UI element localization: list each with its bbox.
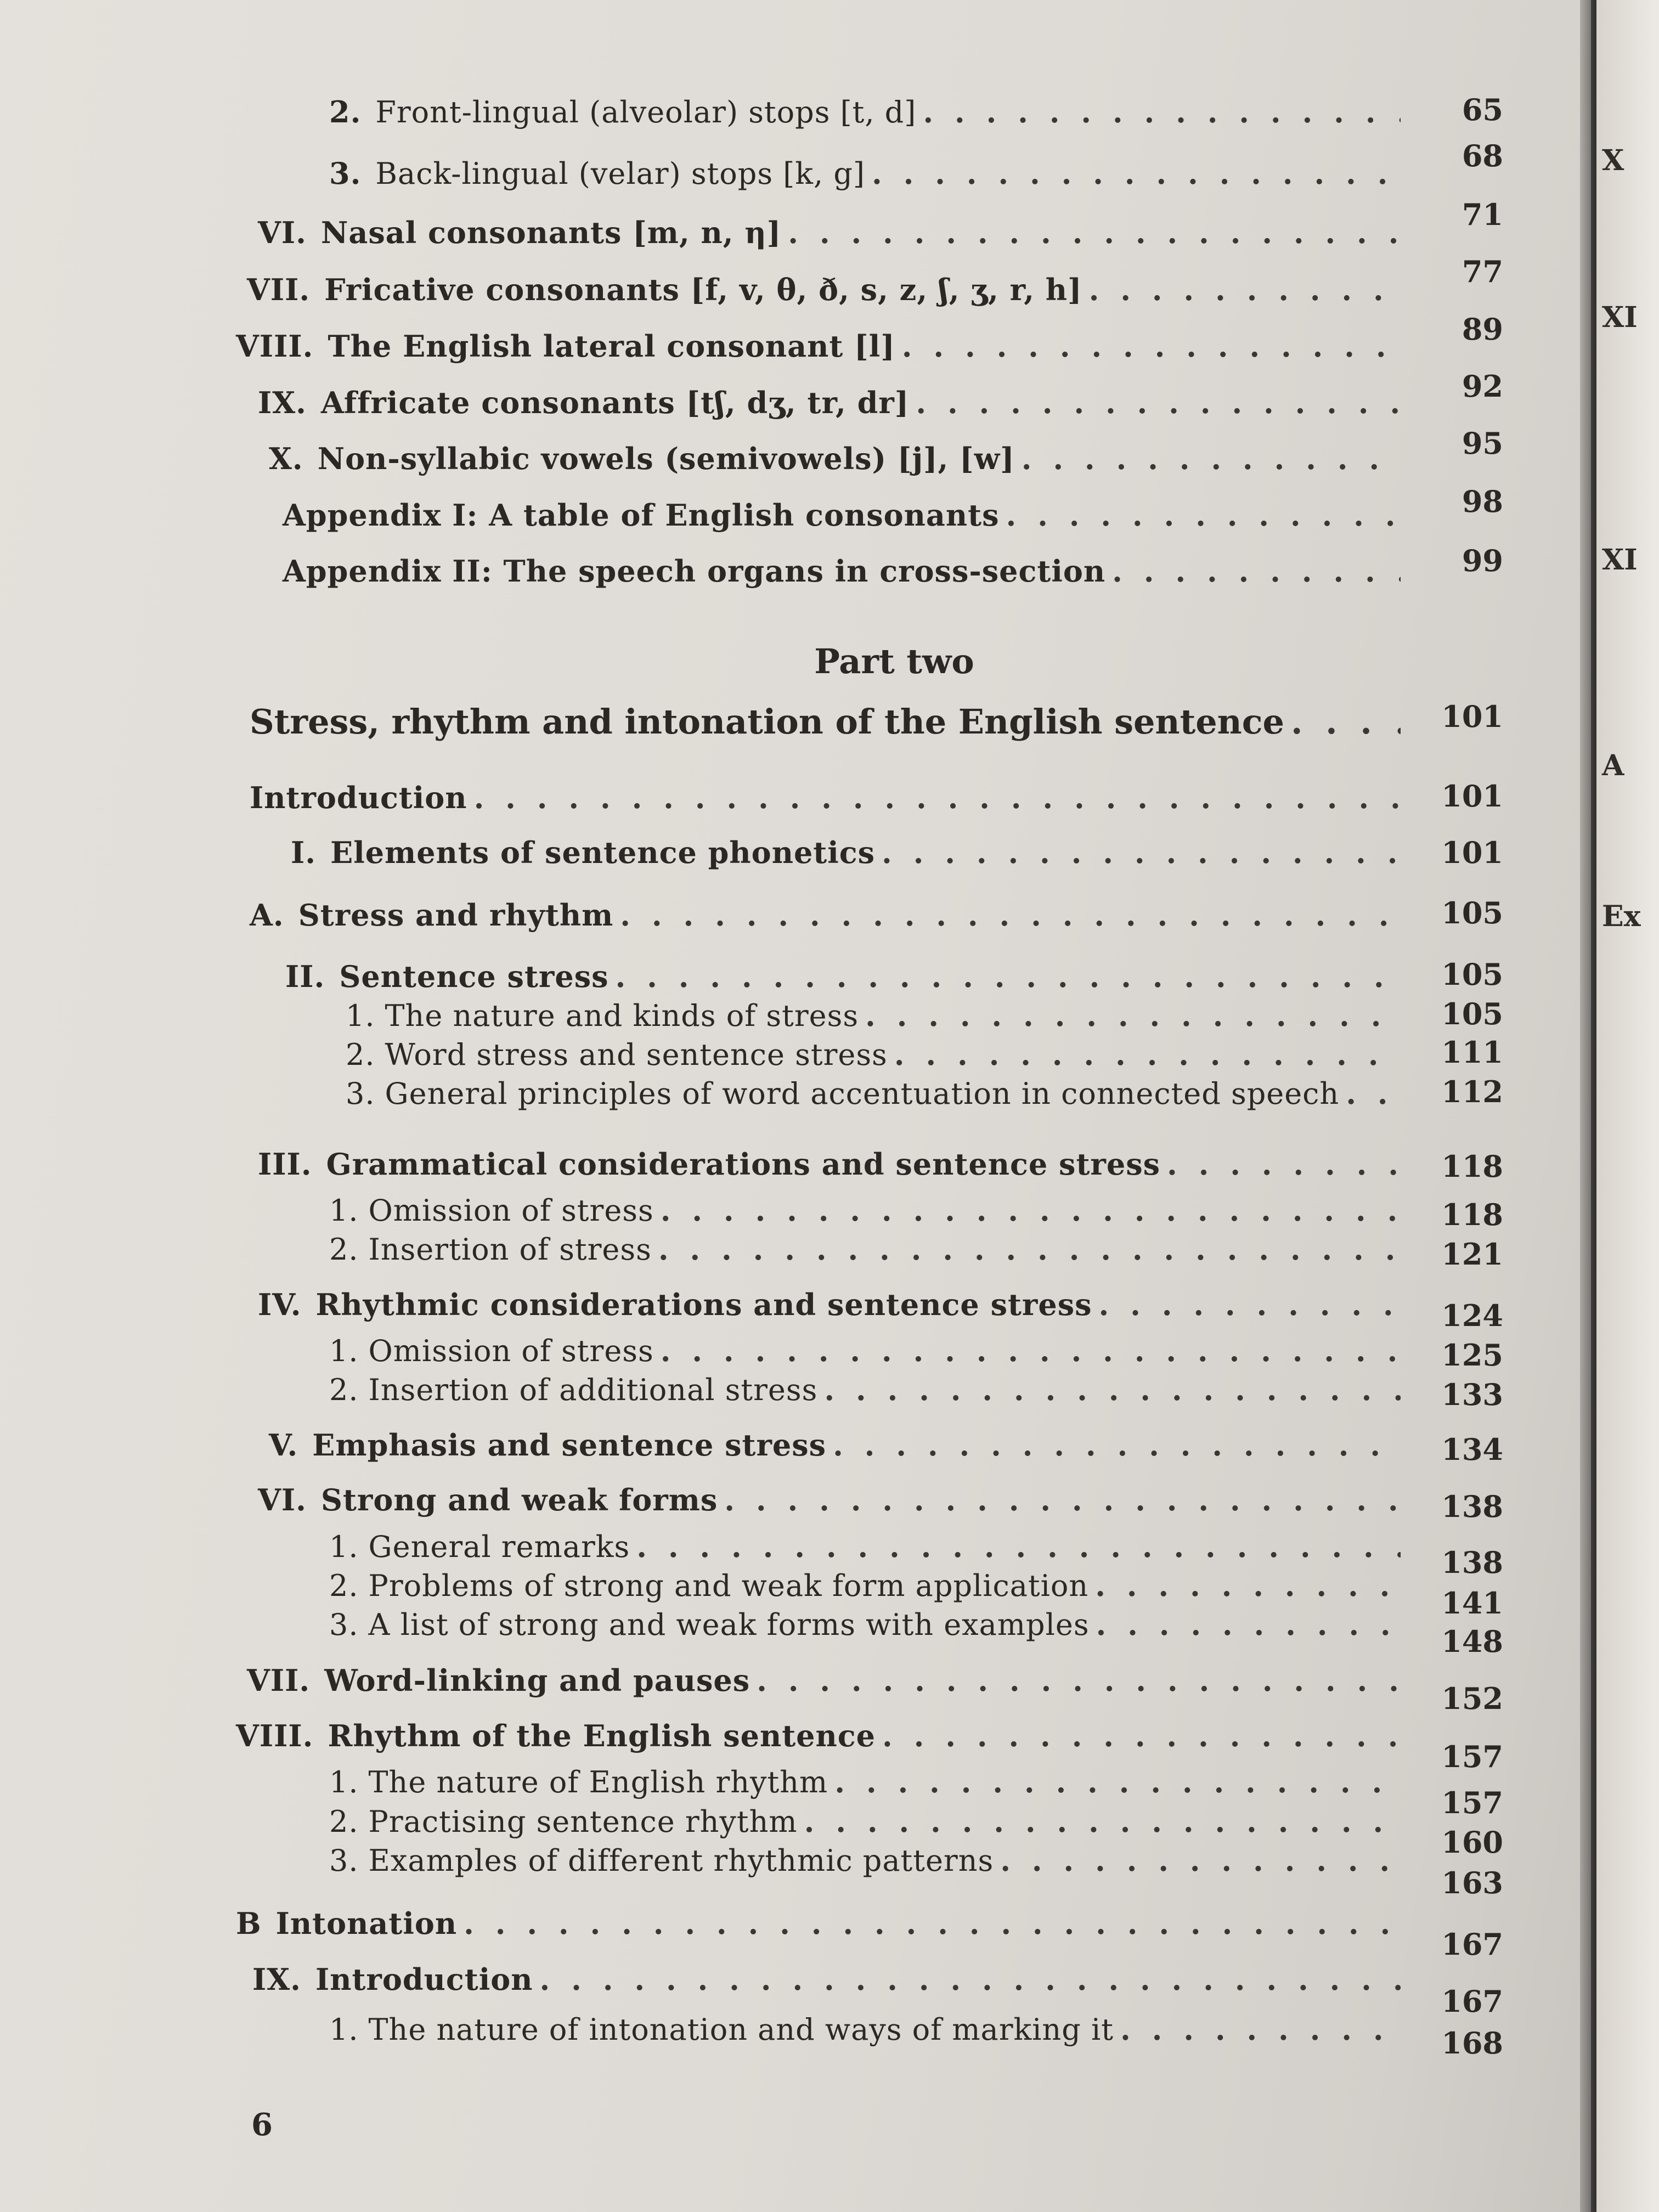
toc-entry: [283, 551, 1407, 591]
toc-entry-number: II.: [285, 959, 325, 994]
toc-page-number: 99: [1462, 543, 1503, 578]
toc-page-number: 92: [1462, 369, 1503, 404]
toc-page-number: 111: [1441, 1035, 1503, 1070]
toc-entry: [329, 92, 1407, 132]
toc-page-number: 98: [1462, 484, 1503, 519]
toc-entry-number: 2.: [329, 1373, 359, 1407]
toc-entry-title: The English lateral consonant [l]: [328, 329, 895, 364]
toc-entry: [329, 1331, 1407, 1370]
dot-leader: [464, 1904, 1401, 1943]
toc-entry-title: Strong and weak forms: [320, 1482, 718, 1517]
section-title-text: Stress, rhythm and intonation of the English sentence: [250, 702, 1284, 742]
toc-entry-title: Stress and rhythm: [298, 898, 614, 933]
toc-entry: [329, 1229, 1407, 1269]
toc-entry-number: IX.: [258, 385, 307, 420]
toc-entry-title: Examples of different rhythmic patterns: [368, 1843, 994, 1878]
toc-entry-number: 3.: [329, 1843, 359, 1878]
toc-entry: [258, 1480, 1407, 1520]
part-heading: Part two: [814, 641, 974, 681]
toc-entry-number: IX.: [252, 1962, 301, 1997]
toc-entry: [329, 1190, 1407, 1230]
dot-leader: [923, 92, 1401, 132]
toc-entry: [329, 1370, 1407, 1409]
toc-entry-title: Sentence stress: [339, 959, 609, 994]
toc-entry: [329, 1762, 1407, 1802]
adjacent-page-text: XI: [1602, 301, 1638, 334]
toc-entry-number: 1.: [329, 1765, 359, 1799]
dot-leader: [658, 1229, 1401, 1269]
toc-entry-title: Rhythm of the English sentence: [328, 1718, 876, 1753]
dot-leader: [804, 1802, 1401, 1842]
toc-page-number: 157: [1441, 1785, 1503, 1820]
page-folio: 6: [251, 2107, 273, 2143]
dot-leader: [872, 154, 1401, 194]
toc-page-number: 121: [1441, 1237, 1503, 1272]
toc-page-number: 71: [1462, 197, 1503, 232]
toc-page-number: 148: [1441, 1624, 1503, 1659]
toc-entry-number: VI.: [258, 1482, 307, 1517]
toc-entry-title: A list of strong and weak forms with examples: [368, 1607, 1090, 1642]
toc-entry-title: Front-lingual (alveolar) stops [t, d]: [375, 95, 917, 129]
toc-page-number: 125: [1441, 1338, 1503, 1373]
dot-leader: [661, 1331, 1401, 1371]
toc-page-number: 124: [1441, 1298, 1503, 1333]
dot-leader: [1167, 1144, 1401, 1184]
toc-entry: [258, 213, 1407, 252]
toc-entry: [236, 326, 1407, 366]
toc-entry-number: IV.: [258, 1287, 302, 1322]
toc-entry-number: 1.: [329, 1334, 359, 1368]
dot-leader: [616, 957, 1401, 996]
toc-page-number: 101: [1441, 699, 1503, 734]
toc-entry: [291, 833, 1407, 872]
toc-page-number: 118: [1441, 1197, 1503, 1232]
toc-entry-number: A.: [250, 898, 284, 933]
toc-entry: [250, 778, 1407, 817]
toc-entry-number: 3.: [346, 1076, 375, 1111]
toc-entry-number: B: [236, 1906, 262, 1941]
toc-entry-title: Nasal consonants [m, n, η]: [320, 215, 782, 250]
toc-entry-number: 2.: [329, 94, 362, 129]
toc-page-number: 65: [1462, 92, 1503, 127]
dot-leader: [882, 1716, 1401, 1756]
toc-page-number: 152: [1441, 1681, 1503, 1716]
toc-page-number: 157: [1441, 1739, 1503, 1774]
toc-entry-title: Introduction: [250, 780, 467, 815]
toc-page-number: 141: [1441, 1585, 1503, 1621]
toc-page-number: 95: [1462, 426, 1503, 461]
toc-entry-number: 1.: [329, 1530, 359, 1564]
toc-page-number: 118: [1441, 1149, 1503, 1184]
dot-leader: [1095, 1566, 1401, 1606]
dot-leader: [474, 778, 1401, 817]
dot-leader: [1112, 551, 1401, 591]
toc-entry: [258, 1144, 1407, 1184]
dot-leader: [1096, 1605, 1401, 1645]
toc-entry-title: Practising sentence rhythm: [368, 1804, 798, 1839]
dot-leader: [1120, 2010, 1401, 2050]
dot-leader: [834, 1762, 1401, 1802]
toc-entry-title: Introduction: [315, 1962, 533, 1997]
adjacent-page-text: A: [1602, 749, 1624, 782]
toc-entry-title: Emphasis and sentence stress: [312, 1427, 827, 1463]
adjacent-page-text: X: [1602, 144, 1624, 177]
toc-entry-title: Rhythmic considerations and sentence stress: [315, 1287, 1092, 1322]
toc-entry: [250, 895, 1407, 935]
toc-page-number: 89: [1462, 312, 1503, 347]
toc-page-number: 168: [1441, 2025, 1503, 2061]
toc-entry-number: I.: [291, 835, 317, 870]
toc-entry-title: Back-lingual (velar) stops [k, g]: [375, 156, 865, 191]
dot-leader: [1000, 1841, 1401, 1881]
dot-leader: [620, 895, 1401, 935]
dot-leader: [824, 1370, 1401, 1410]
toc-entry-number: 2.: [346, 1037, 375, 1072]
toc-entry-title: Omission of stress: [368, 1334, 654, 1368]
toc-entry-title: General principles of word accentuation in connected speech: [385, 1076, 1340, 1111]
toc-entry-number: VI.: [258, 215, 307, 250]
toc-entry: [258, 1285, 1407, 1324]
dot-leader: [1089, 270, 1401, 309]
toc-entry-number: V.: [269, 1427, 298, 1463]
toc-page-number: 134: [1441, 1432, 1503, 1467]
toc-entry-number: 1.: [329, 1193, 359, 1228]
toc-entry: [329, 1841, 1407, 1880]
toc-entry-number: 2.: [329, 1232, 359, 1267]
dot-leader: [724, 1480, 1401, 1520]
toc-entry-number: X.: [269, 441, 303, 476]
toc-entry: [236, 1904, 1407, 1943]
dot-leader: [1346, 1074, 1401, 1114]
toc-page-number: 167: [1441, 1984, 1503, 2019]
toc-entry-number: 1.: [346, 998, 375, 1033]
section-title: [250, 700, 1407, 744]
toc-entry: [329, 1605, 1407, 1644]
toc-entry-title: Grammatical considerations and sentence stress: [326, 1147, 1160, 1182]
dot-leader: [661, 1190, 1401, 1231]
toc-page-number: 133: [1441, 1377, 1503, 1412]
toc-entry: [252, 1960, 1407, 1999]
toc-entry: [269, 439, 1407, 478]
toc-entry-number: 3.: [329, 1607, 359, 1642]
adjacent-page-text: Ex: [1602, 900, 1641, 933]
toc-entry: [285, 957, 1407, 996]
dot-leader: [916, 383, 1401, 422]
toc-page-number: 138: [1441, 1545, 1503, 1580]
toc-entry: [236, 1716, 1407, 1756]
dot-leader: [788, 213, 1401, 252]
toc-entry-number: VIII.: [236, 1718, 314, 1753]
toc-entry-title: Elements of sentence phonetics: [330, 835, 876, 870]
toc-entry-title: Intonation: [275, 1906, 458, 1941]
toc-entry-title: Fricative consonants [f, v, θ, ð, s, z, ʃ, ʒ, r, h]: [324, 272, 1082, 307]
toc-entry: [346, 1035, 1407, 1074]
dot-leader: [1291, 700, 1401, 744]
dot-leader: [1022, 439, 1401, 478]
toc-page-number: 163: [1441, 1865, 1503, 1900]
toc-entry-number: 3.: [329, 156, 362, 191]
toc-entry: [247, 1661, 1407, 1700]
toc-entry: [329, 1527, 1407, 1566]
toc-page-number: 68: [1462, 138, 1503, 173]
toc-page-number: 105: [1441, 996, 1503, 1031]
toc-entry-number: 2.: [329, 1804, 359, 1839]
toc-entry-title: Insertion of stress: [368, 1232, 652, 1267]
toc-entry-title: Word-linking and pauses: [324, 1663, 751, 1698]
toc-entry-title: Omission of stress: [368, 1193, 654, 1228]
page-gutter-shadow: [1580, 0, 1596, 2212]
toc-page-number: 160: [1441, 1825, 1503, 1860]
toc-entry: [329, 154, 1407, 193]
toc-entry: [283, 495, 1407, 535]
dot-leader: [902, 326, 1401, 366]
toc-entry: [329, 2010, 1407, 2049]
toc-entry-number: VII.: [247, 272, 311, 307]
toc-entry-title: Affricate consonants [tʃ, dʒ, tr, dr]: [320, 385, 910, 420]
dot-leader: [894, 1035, 1401, 1075]
dot-leader: [1006, 495, 1401, 535]
toc-entry: [269, 1425, 1407, 1465]
adjacent-page-text: XI: [1602, 543, 1638, 577]
toc-entry-number: III.: [258, 1147, 312, 1182]
toc-entry: [346, 996, 1407, 1035]
toc-entry: [329, 1802, 1407, 1841]
toc-entry-title: Non-syllabic vowels (semivowels) [j], [w]: [317, 441, 1015, 476]
toc-page-number: 112: [1441, 1074, 1503, 1109]
toc-entry-title: Problems of strong and weak form application: [368, 1568, 1089, 1603]
toc-entry-title: Appendix I: A table of English consonants: [283, 498, 1000, 533]
toc-entry-title: General remarks: [368, 1530, 630, 1564]
toc-entry-title: The nature and kinds of stress: [385, 998, 859, 1033]
toc-entry-title: Appendix II: The speech organs in cross-section: [283, 554, 1106, 589]
toc-entry-number: 1.: [329, 2012, 359, 2047]
toc-page-number: 105: [1441, 895, 1503, 930]
toc-entry-number: 2.: [329, 1568, 359, 1603]
toc-entry-title: Word stress and sentence stress: [385, 1037, 888, 1072]
toc-entry: [258, 383, 1407, 422]
toc-entry: [329, 1566, 1407, 1605]
toc-page-number: 77: [1462, 254, 1503, 289]
dot-leader: [865, 996, 1401, 1036]
dot-leader: [833, 1425, 1401, 1465]
toc-entry-title: The nature of English rhythm: [368, 1765, 828, 1799]
dot-leader: [757, 1661, 1401, 1700]
dot-leader: [1099, 1285, 1401, 1324]
dot-leader: [540, 1960, 1401, 1999]
toc-page-number: 167: [1441, 1927, 1503, 1962]
toc-entry-title: Insertion of additional stress: [368, 1373, 818, 1407]
toc-entry-number: VIII.: [236, 329, 314, 364]
toc-page-number: 105: [1441, 957, 1503, 992]
toc-entry-title: The nature of intonation and ways of marking it: [368, 2012, 1114, 2047]
toc-page-number: 101: [1441, 835, 1503, 870]
toc-entry: [247, 270, 1407, 309]
dot-leader: [882, 833, 1401, 872]
toc-entry-number: VII.: [247, 1663, 311, 1698]
dot-leader: [636, 1527, 1401, 1567]
toc-page-number: 138: [1441, 1489, 1503, 1524]
toc-page-number: 101: [1441, 778, 1503, 814]
toc-entry: [346, 1074, 1407, 1113]
